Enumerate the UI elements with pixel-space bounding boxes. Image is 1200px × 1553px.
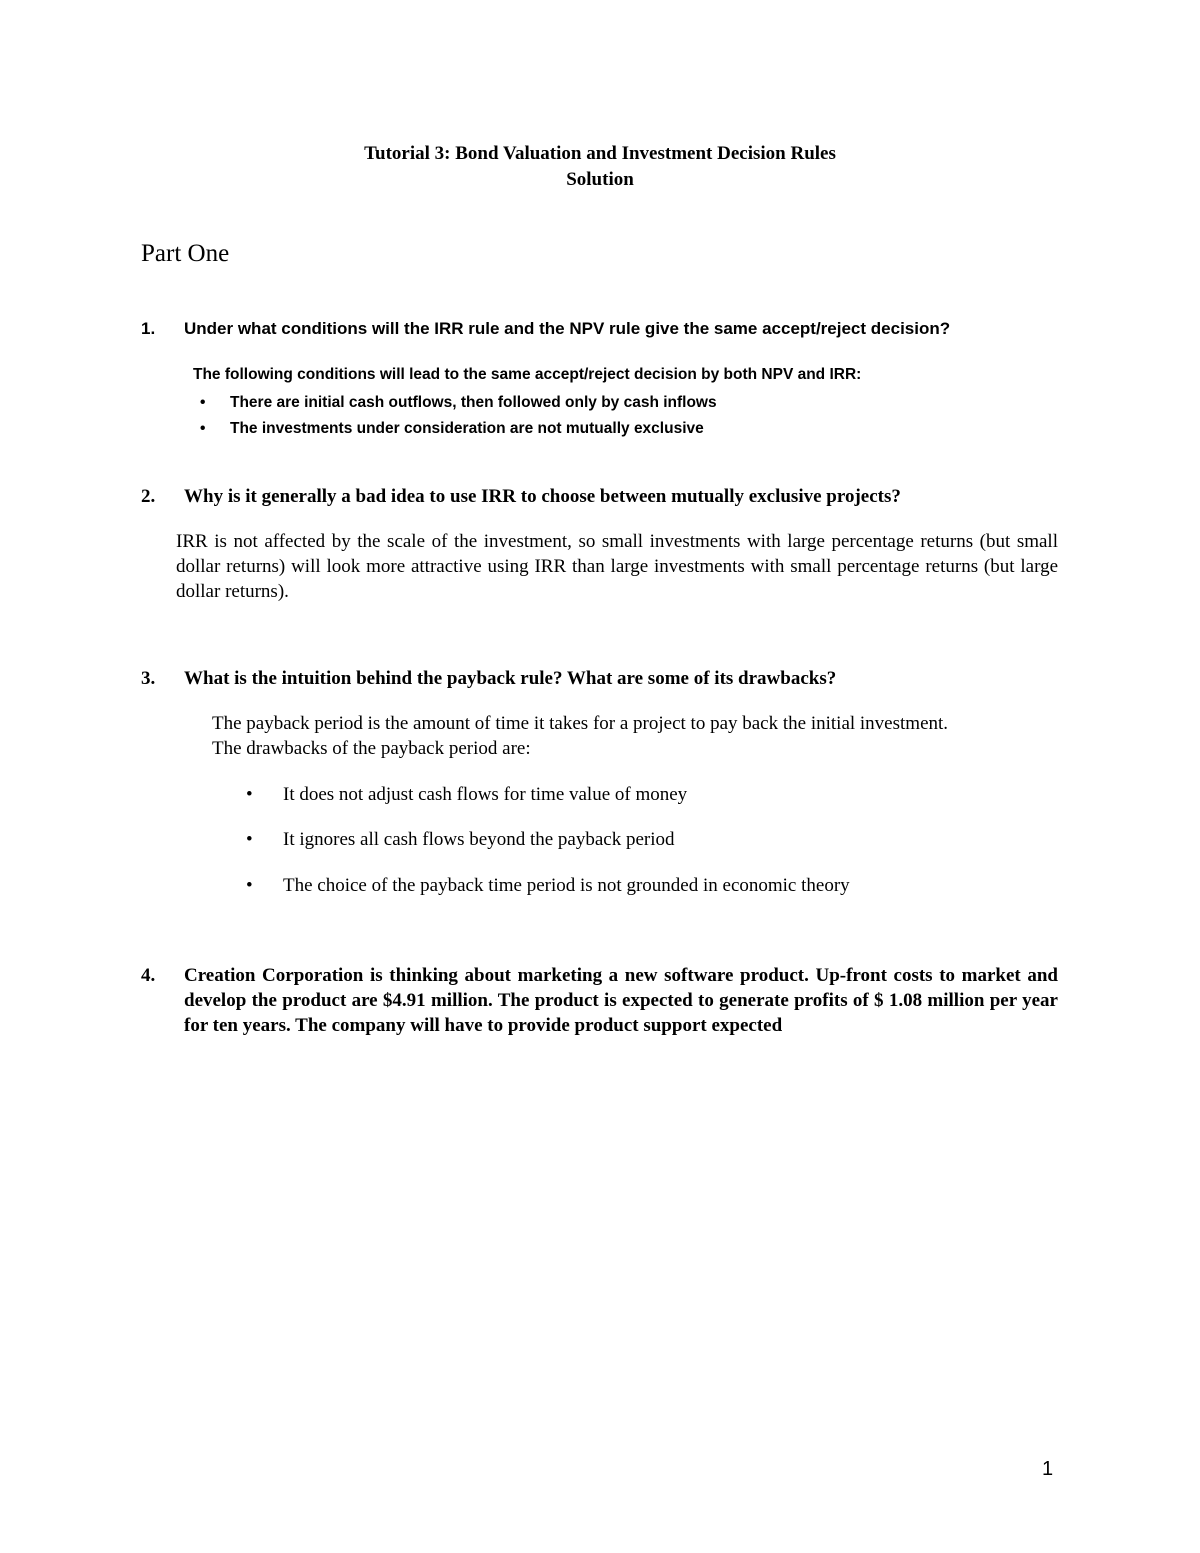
question-text: Creation Corporation is thinking about marketing a new software product. Up-front costs to market and develop the product are $4.91 million. The product is expected to generate profits of $ 1.08 million per year for ten years. The company will have to provide product support expected [184, 965, 1058, 1036]
document-title: Tutorial 3: Bond Valuation and Investment Decision Rules [364, 143, 836, 164]
bullet-text: It does not adjust cash flows for time value of money [283, 784, 688, 805]
question-text: Under what conditions will the IRR rule and the NPV rule give the same accept/reject decision? [184, 319, 951, 338]
bullet-text: The choice of the payback time period is not grounded in economic theory [283, 875, 850, 896]
question-text: What is the intuition behind the payback rule? What are some of its drawbacks? [184, 668, 837, 689]
bullet-icon: • [200, 420, 206, 437]
part-heading: Part One [141, 240, 230, 267]
bullet-icon: • [246, 875, 253, 896]
bullet-icon: • [200, 394, 206, 411]
question-number: 4. [141, 965, 156, 986]
bullet-text: There are initial cash outflows, then followed only by cash inflows [230, 394, 717, 411]
bullet-text: The investments under consideration are not mutually exclusive [230, 420, 704, 437]
question-number: 1. [141, 319, 156, 338]
answer-3-line-1: The payback period is the amount of time it takes for a project to pay back the initial investment. [212, 713, 949, 734]
bullet-icon: • [246, 784, 253, 805]
question-4 [141, 963, 1058, 1038]
question-number: 2. [141, 486, 156, 507]
answer-1-intro: The following conditions will lead to the same accept/reject decision by both NPV and IRR: [193, 366, 862, 383]
answer-3-line-2: The drawbacks of the payback period are: [212, 738, 531, 759]
bullet-text: It ignores all cash flows beyond the payback period [283, 829, 675, 850]
question-text: Why is it generally a bad idea to use IRR to choose between mutually exclusive projects? [184, 486, 901, 507]
document-subtitle: Solution [566, 169, 634, 190]
answer-2-text: IRR is not affected by the scale of the investment, so small investments with large percentage returns (but small dollar returns) will look more attractive using IRR than large investments with small percentage returns (but large dollar returns). [176, 531, 1058, 602]
bullet-icon: • [246, 829, 253, 850]
page-number: 1 [1042, 1458, 1054, 1480]
question-number: 3. [141, 668, 156, 689]
